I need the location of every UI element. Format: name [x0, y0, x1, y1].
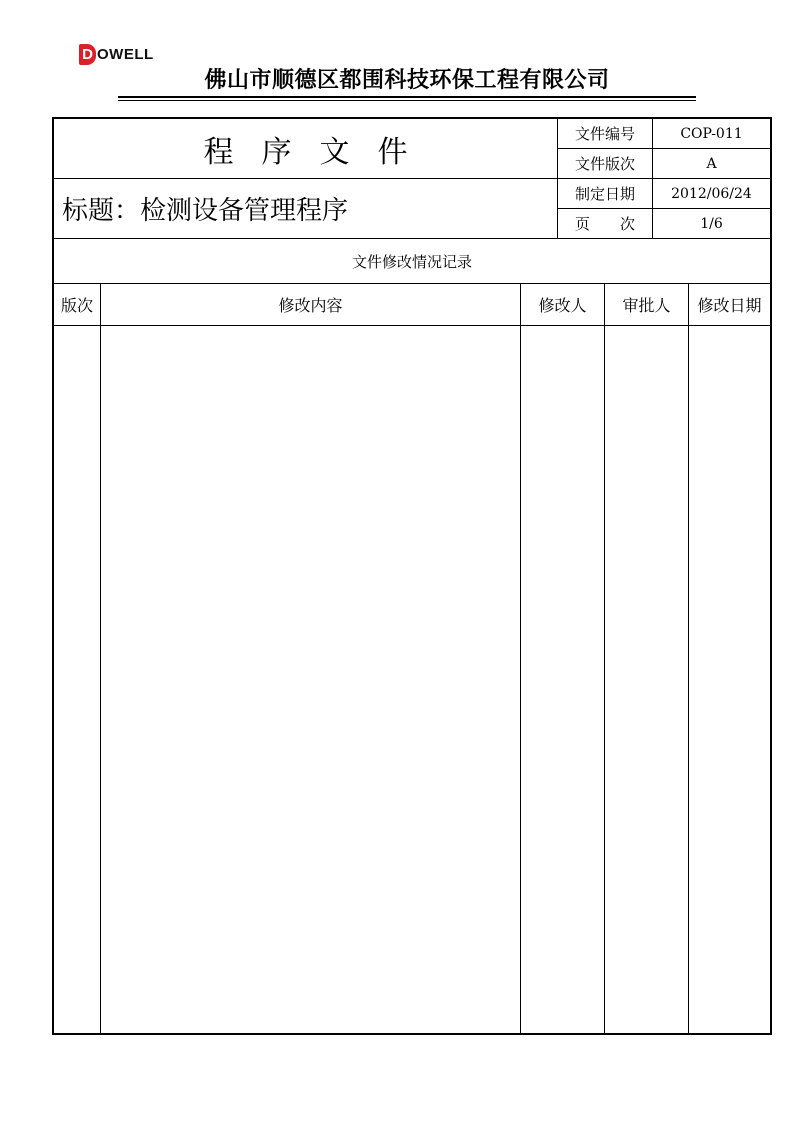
company-logo — [79, 43, 154, 65]
company-name: 佛山市顺德区都围科技环保工程有限公司 — [118, 66, 696, 98]
column-header: 修改日期 — [697, 296, 762, 315]
document-title: 标题：检测设备管理程序 — [62, 196, 349, 226]
revision-record-title: 文件修改情况记录 — [351, 252, 472, 271]
meta-value: 2012/06/24 — [671, 185, 752, 202]
divider — [54, 325, 770, 326]
meta-label: 页 次 — [574, 215, 635, 233]
logo-mark: D — [79, 44, 96, 65]
document-type: 程序文件 — [203, 134, 436, 170]
meta-label: 文件编号 — [574, 125, 635, 143]
divider — [100, 283, 101, 1035]
divider — [520, 283, 521, 1035]
meta-label: 制定日期 — [574, 185, 635, 203]
meta-value: COP-011 — [680, 125, 743, 142]
column-header: 修改人 — [538, 296, 587, 315]
meta-value: 1/6 — [700, 215, 723, 232]
column-header: 审批人 — [622, 296, 671, 315]
column-header: 修改内容 — [278, 296, 343, 315]
meta-label: 文件版次 — [574, 155, 635, 173]
logo-wordmark: OWELL — [97, 45, 154, 63]
divider — [688, 283, 689, 1035]
meta-value: A — [706, 155, 717, 172]
divider — [604, 283, 605, 1035]
document-frame — [52, 117, 772, 1035]
column-header: 版次 — [60, 296, 93, 315]
